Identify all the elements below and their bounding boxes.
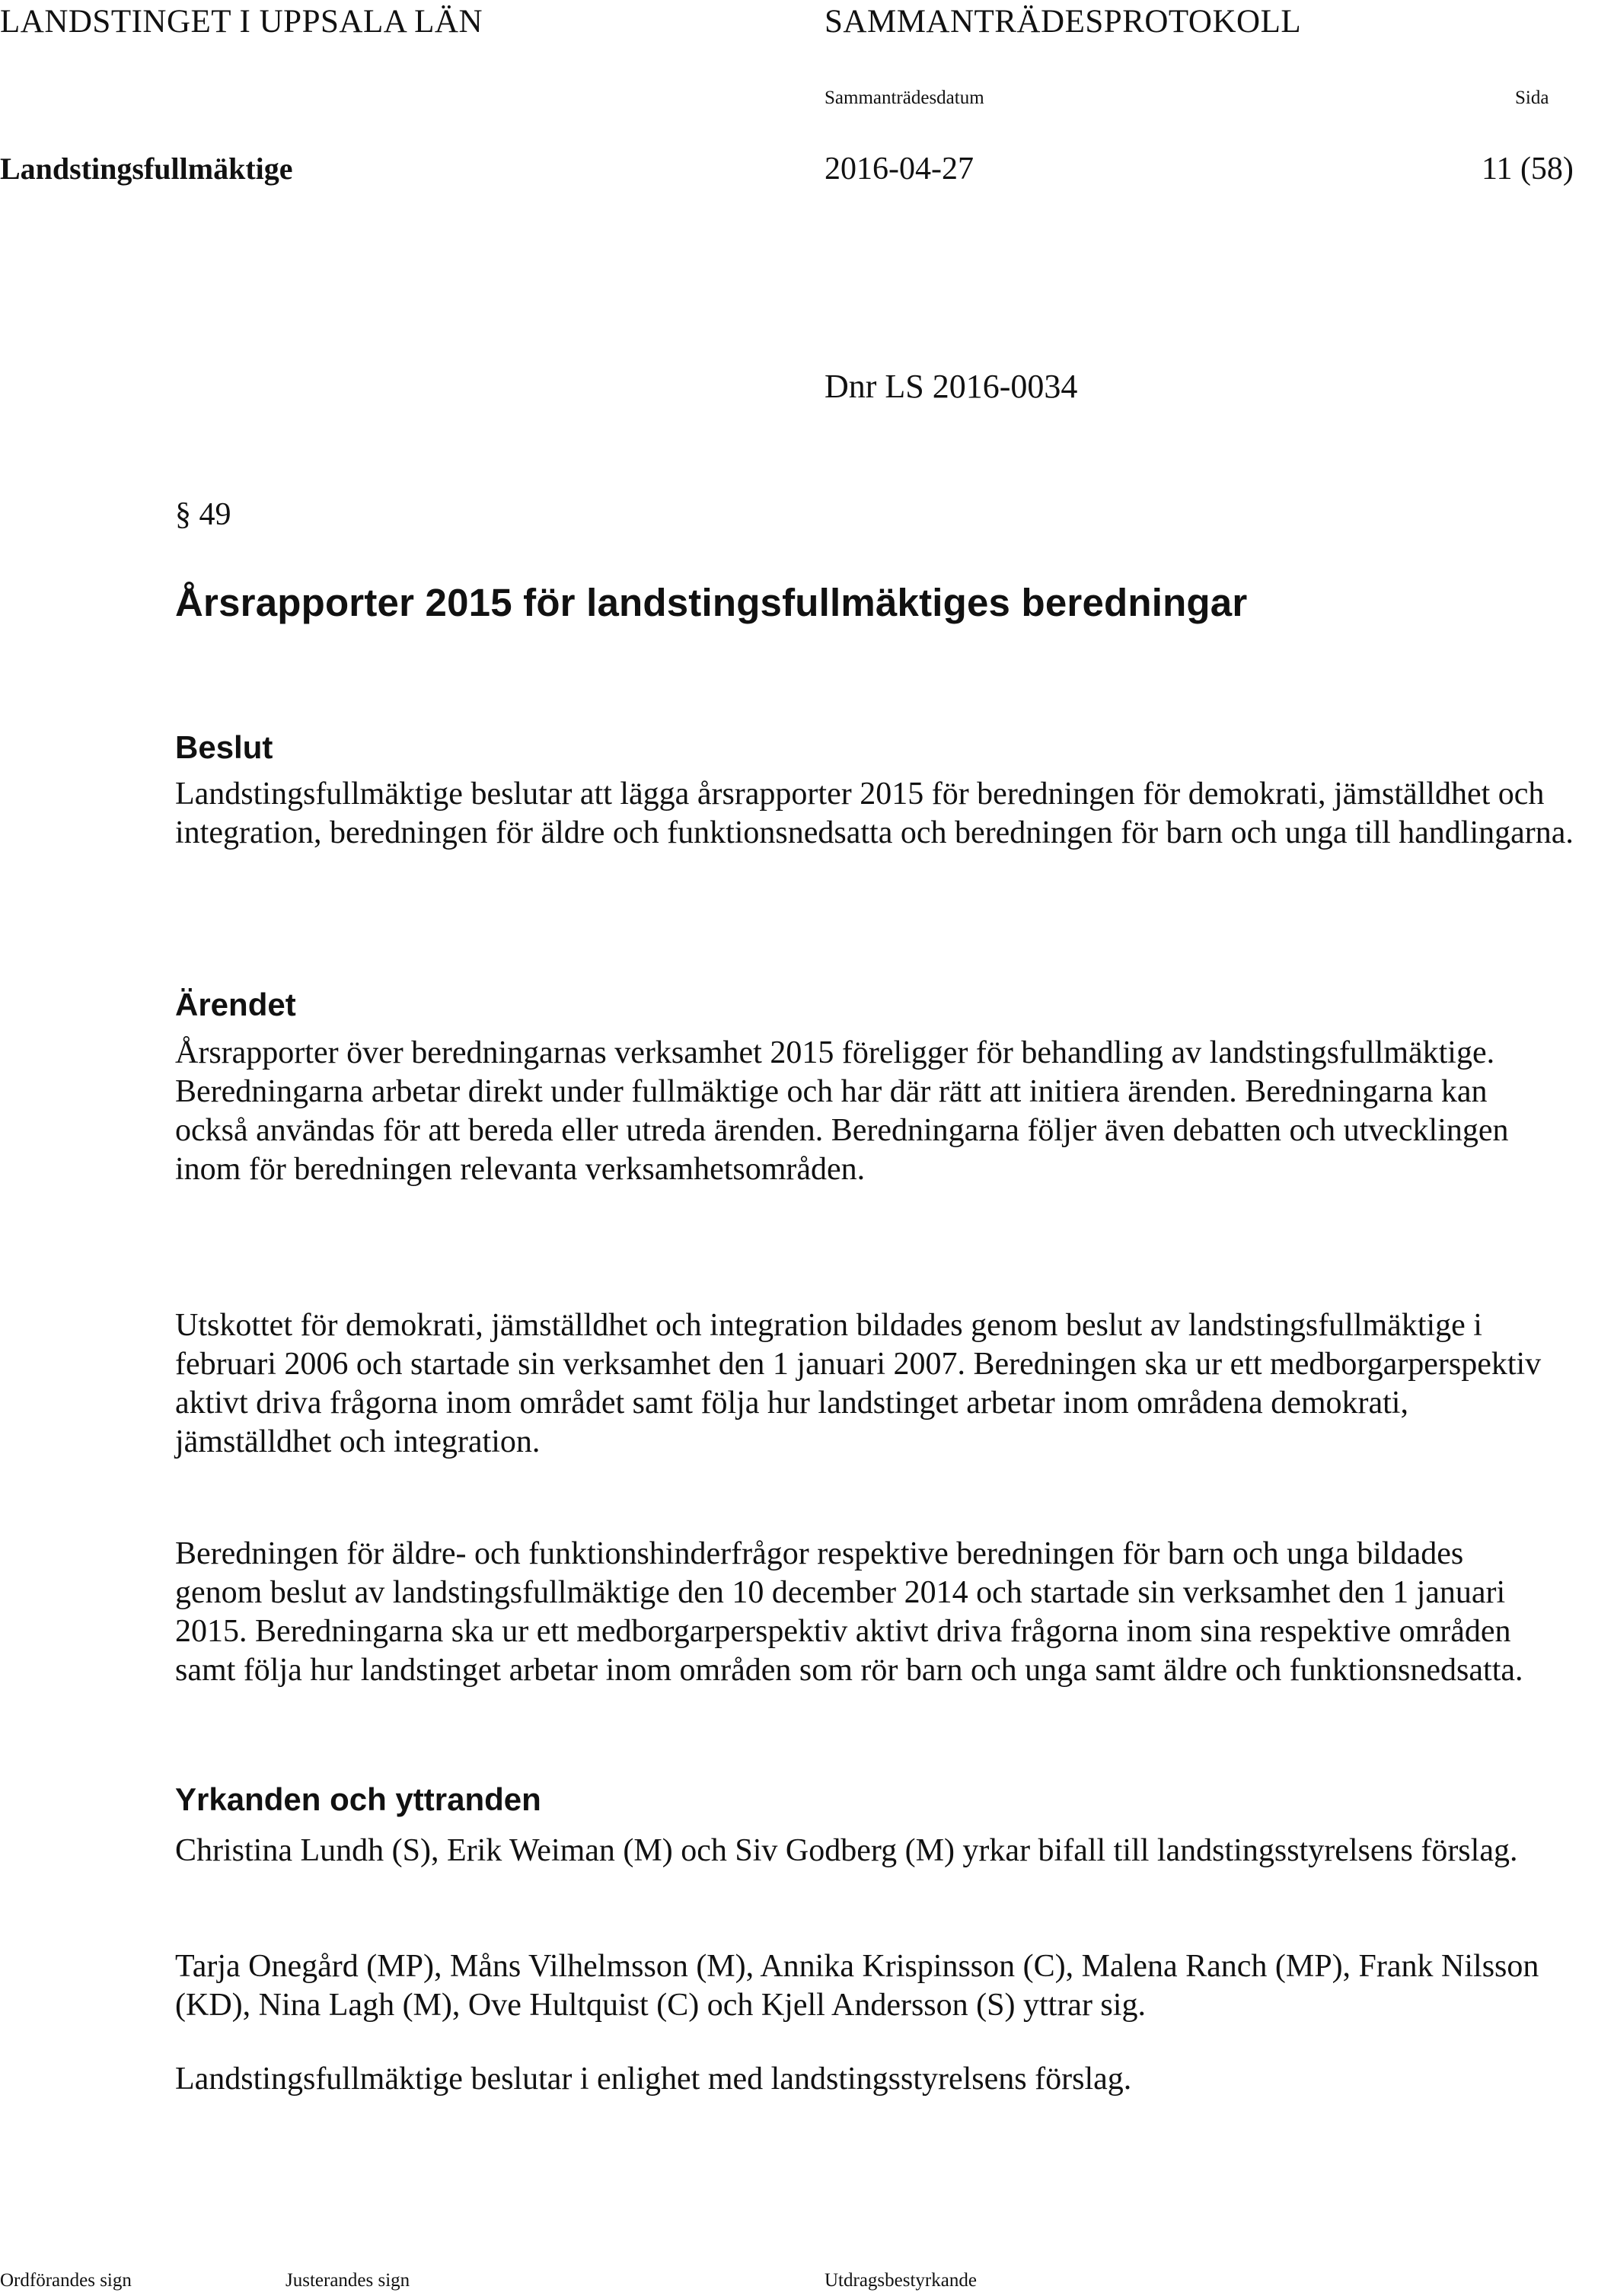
paragraph-yrkanden-2: Tarja Onegård (MP), Måns Vilhelmsson (M), Annika Krispinsson (C), Malena Ranch (MP), Frank Nilsson (KD), Nina Lagh (M), Ove Hultquist (C) och Kjell Andersson (S) yttrar sig. (175, 1949, 1539, 2023)
date-label: Sammanträdesdatum (825, 88, 984, 108)
adjuster-signature-label: Justerandes sign (285, 2270, 410, 2291)
body-name: Landstingsfullmäktige (0, 151, 293, 186)
page-number: 11 (58) (1482, 151, 1574, 187)
paragraph-arendet-1: Årsrapporter över beredningarnas verksamhet 2015 föreligger för behandling av landstingsfullmäktige. Beredningarna arbetar direkt under fullmäktige och har där rätt att initiera ärenden. Beredningarna kan också användas för att bereda eller utreda ärenden. Beredningarna följer även debatten och utvecklingen inom för beredningen relevanta verksamhetsområden. (175, 1035, 1509, 1187)
page-title: Årsrapporter 2015 för landstingsfullmäktiges beredningar (175, 581, 1248, 624)
meeting-date: 2016-04-27 (825, 151, 974, 187)
paragraph-yrkanden-3: Landstingsfullmäktige beslutar i enlighet med landstingsstyrelsens förslag. (175, 2062, 1132, 2097)
heading-yrkanden: Yrkanden och yttranden (175, 1781, 541, 1817)
heading-arendet: Ärendet (175, 987, 296, 1022)
page-label: Sida (1515, 88, 1549, 108)
paragraph-arendet-3: Beredningen för äldre- och funktionshinderfrågor respektive beredningen för barn och unga bildades genom beslut av landstingsfullmäktige den 10 december 2014 och startade sin verksamhet den 1 januari 2015. Beredningarna ska ur ett medborgarperspektiv aktivt driva frågorna inom sina respektive områden samt följa hur landstinget arbetar inom områden som rör barn och unga samt äldre och funktionsnedsatta. (175, 1536, 1523, 1688)
chair-signature-label: Ordförandes sign (0, 2270, 132, 2291)
paragraph-arendet-2: Utskottet för demokrati, jämställdhet och integration bildades genom beslut av landstingsfullmäktige i februari 2006 och startade sin verksamhet den 1 januari 2007. Beredningen ska ur ett medborgarperspektiv aktivt driva frågorna inom området samt följa hur landstinget arbetar inom områdena demokrati, jämställdhet och integration. (175, 1308, 1542, 1459)
extract-certified-label: Utdragsbestyrkande (825, 2270, 977, 2291)
case-number: Dnr LS 2016-0034 (825, 368, 1078, 405)
document-type: SAMMANTRÄDESPROTOKOLL (825, 4, 1302, 40)
paragraph-yrkanden-1: Christina Lundh (S), Erik Weiman (M) och Siv Godberg (M) yrkar bifall till landstingsstyrelsens förslag. (175, 1833, 1518, 1868)
organization-name: LANDSTINGET I UPPSALA LÄN (0, 4, 483, 40)
paragraph-beslut: Landstingsfullmäktige beslutar att lägga årsrapporter 2015 för beredningen för demokrati, jämställdhet och integration, beredningen för äldre och funktionsnedsatta och beredningen för barn och unga till handlingarna. (175, 776, 1574, 850)
section-number: § 49 (175, 497, 231, 532)
heading-beslut: Beslut (175, 729, 273, 765)
